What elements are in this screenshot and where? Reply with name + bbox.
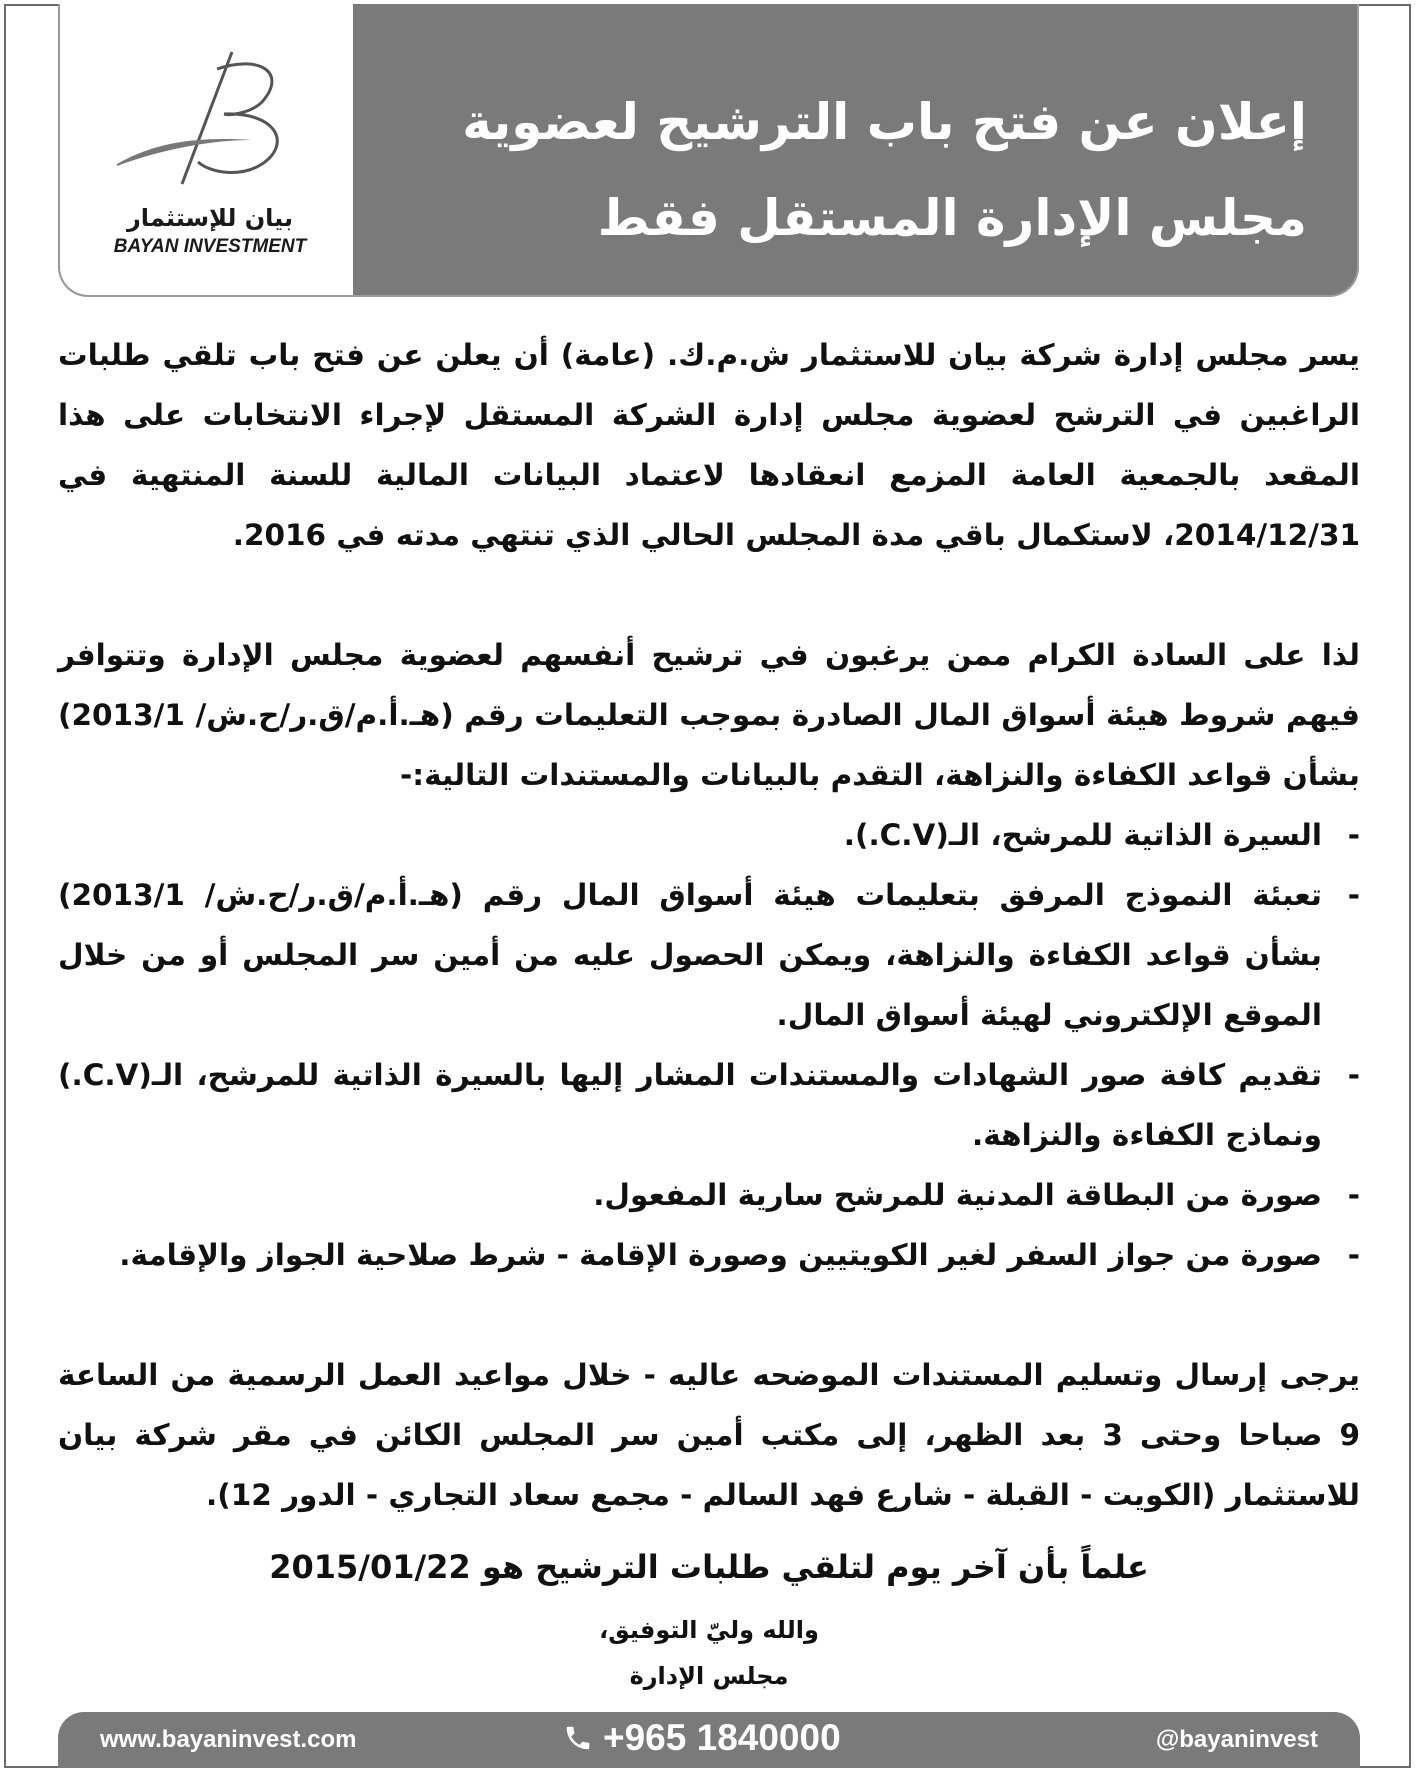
phone-number[interactable]: [563, 1717, 841, 1759]
logo: [60, 4, 353, 295]
announcement-body: [58, 325, 1360, 1699]
bullet-dash: -: [1347, 1178, 1360, 1212]
signature-block: [58, 1607, 1360, 1699]
page-title: [407, 74, 1307, 266]
list-item-text: تقديم كافة صور الشهادات والمستندات المشار إليها بالسيرة الذاتية للمرشح، الـ(C.V.) ونماذج الكفاءة والنزاهة.: [58, 1058, 1322, 1152]
social-handle[interactable]: @bayaninvest: [1155, 1726, 1318, 1753]
bullet-dash: -: [1347, 1058, 1360, 1092]
bullet-dash: -: [1347, 818, 1360, 852]
stylized-b-logo-icon: [112, 44, 312, 194]
list-item: [58, 1225, 1360, 1285]
logo-english-text: BAYAN INVESTMENT: [113, 236, 307, 257]
list-item-text: تعبئة النموذج المرفق بتعليمات هيئة أسواق المال رقم (هـ.أ.م/ق.ر/ح.ش/ 2013/1) بشأن قواعد الكفاءة والنزاهة، ويمكن الحصول عليه من أمين سر المجلس أو من خلال الموقع الإلكتروني لهيئة أسواق المال.: [58, 878, 1322, 1032]
requirements-paragraph: لذا على السادة الكرام ممن يرغبون في ترشيح أنفسهم لعضوية مجلس الإدارة وتتوافر فيهم شروط هيئة أسواق المال الصادرة بموجب التعليمات رقم (هـ.أ.م/ق.ر/ح.ش/ 2013/1) بشأن قواعد الكفاءة والنزاهة، التقدم بالبيانات والمستندات التالية:-: [58, 638, 1360, 792]
documents-list: [58, 805, 1360, 1285]
title-line-2: مجلس الإدارة المستقل فقط: [597, 189, 1307, 247]
header-banner: [58, 4, 1359, 297]
deadline-notice: علماً بأن آخر يوم لتلقي طلبات الترشيح هو 2015/01/22: [269, 1548, 1149, 1586]
intro-paragraph: يسر مجلس إدارة شركة بيان للاستثمار ش.م.ك. (عامة) أن يعلن عن فتح باب تلقي طلبات الراغبين في الترشح لعضوية مجلس إدارة الشركة المستقل لإجراء الانتخابات على هذا المقعد بالجمعية العامة المزمع انعقادها لاعتماد البيانات المالية للسنة المنتهية في 2014/12/31، لاستكمال باقي مدة المجلس الحالي الذي تنتهي مدته في 2016.: [58, 338, 1360, 552]
phone-number-text: +965 1840000: [603, 1717, 841, 1758]
title-line-1: إعلان عن فتح باب الترشيح لعضوية: [462, 93, 1307, 151]
list-item-text: صورة من جواز السفر لغير الكويتيين وصورة الإقامة - شرط صلاحية الجواز والإقامة.: [119, 1238, 1322, 1272]
logo-arabic-text: بيان للإستثمار: [126, 204, 293, 232]
bullet-dash: -: [1347, 1238, 1360, 1272]
list-item: [58, 1045, 1360, 1165]
bullet-dash: -: [1347, 878, 1360, 912]
list-item: [58, 1165, 1360, 1225]
phone-icon: [563, 1723, 593, 1753]
list-item: [58, 865, 1360, 1045]
list-item-text: صورة من البطاقة المدنية للمرشح سارية المفعول.: [593, 1178, 1322, 1212]
list-item: [58, 805, 1360, 865]
closing-greeting: والله وليّ التوفيق،: [599, 1616, 819, 1644]
submission-paragraph: يرجى إرسال وتسليم المستندات الموضحه عاليه - خلال مواعيد العمل الرسمية من الساعة 9 صباحا وحتى 3 بعد الظهر، إلى مكتب أمين سر المجلس الكائن في مقر شركة بيان للاستثمار (الكويت - القبلة - شارع فهد السالم - مجمع سعاد التجاري - الدور 12).: [58, 1358, 1361, 1512]
list-item-text: السيرة الذاتية للمرشح، الـ(C.V.).: [843, 818, 1322, 852]
website-link[interactable]: www.bayaninvest.com: [100, 1726, 357, 1753]
footer-bar: [58, 1712, 1360, 1768]
signatory: مجلس الإدارة: [629, 1662, 789, 1690]
